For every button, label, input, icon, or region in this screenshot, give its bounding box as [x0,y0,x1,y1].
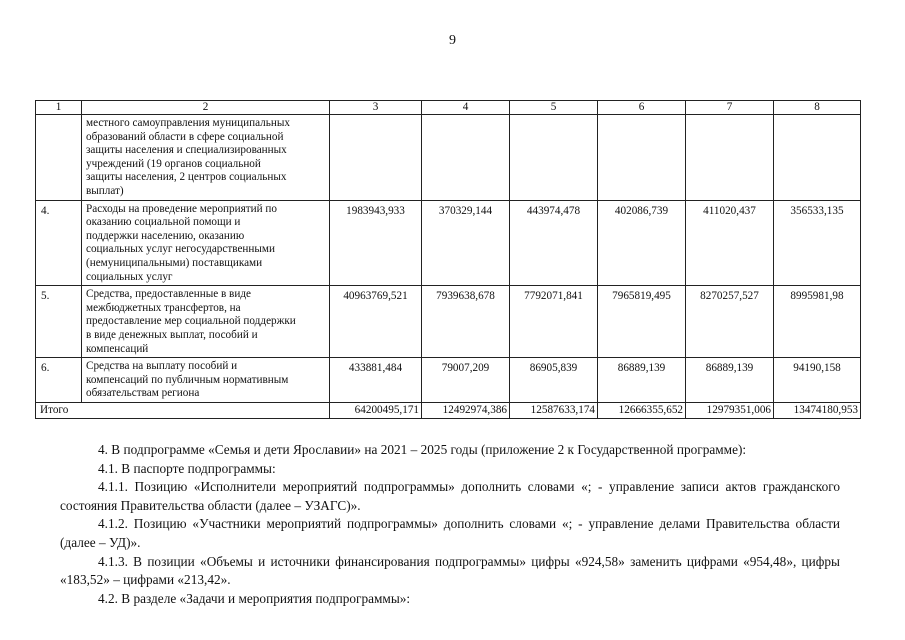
column-header: 4 [422,101,510,115]
table-header-row [36,101,861,115]
value-cell: 433881,484 [330,358,422,403]
value-cell: 356533,135 [774,200,861,286]
paragraph: 4.1.1. Позицию «Исполнители мероприятий подпрограммы» дополнить словами «; - управление записи актов гражданского состояния Правительства области (далее – УЗАГС)». [60,479,840,513]
column-header: 7 [686,101,774,115]
value-cell: 1983943,933 [330,200,422,286]
column-header: 6 [598,101,686,115]
description-line: Расходы на проведение мероприятий по [86,202,277,215]
total-value-cell: 12666355,652 [598,402,686,419]
description-line: предоставление мер социальной поддержки [86,315,296,328]
row-number-cell: 6. [36,358,82,403]
description-line: Средства, предоставленные в виде [86,288,251,301]
description-line: защиты населения, 2 центров социальных [86,171,287,184]
value-cell: 7792071,841 [510,286,598,358]
value-cell: 86889,139 [686,358,774,403]
total-row [36,402,861,419]
description-line: социальных услуг [86,270,173,283]
value-cell: 7965819,495 [598,286,686,358]
column-header: 2 [82,101,330,115]
row-number-cell [36,115,82,201]
row-number-cell: 5. [36,286,82,358]
total-label: Итого [36,402,330,419]
row-description-cell [82,358,330,403]
document-body-text [60,441,840,608]
table-row [36,115,861,201]
description-line: образований области в сфере социальной [86,130,284,143]
description-line: в виде денежных выплат, пособий и [86,328,258,341]
value-cell: 40963769,521 [330,286,422,358]
description-line: выплат) [86,184,124,197]
description-line: учреждений (19 органов социальной [86,157,261,170]
value-cell: 94190,158 [774,358,861,403]
description-line: поддержки населению, оказанию [86,229,245,242]
description-line: оказанию социальной помощи и [86,216,241,229]
value-cell: 443974,478 [510,200,598,286]
paragraph: 4.1.3. В позиции «Объемы и источники финансирования подпрограммы» цифры «924,58» заменить цифрами «954,48», цифры «183,52» – цифрами «213,42». [60,553,840,588]
row-description-cell [82,200,330,286]
description-line: обязательствам региона [86,387,200,400]
paragraph: 4. В подпрограмме «Семья и дети Ярославии» на 2021 – 2025 годы (приложение 2 к Государственной программе): [98,442,747,457]
total-value-cell: 64200495,171 [330,402,422,419]
description-line: Средства на выплату пособий и [86,360,238,373]
paragraph: 4.1.2. Позицию «Участники мероприятий подпрограммы» дополнить словами «; - управление делами Правительства области (далее – УД)». [60,516,840,550]
column-header: 8 [774,101,861,115]
value-cell [330,115,422,201]
value-cell: 86905,839 [510,358,598,403]
value-cell: 7939638,678 [422,286,510,358]
paragraph: 4.1. В паспорте подпрограммы: [98,460,276,476]
value-cell [774,115,861,201]
page-number: 9 [449,33,456,48]
total-value-cell: 12587633,174 [510,402,598,419]
column-header: 3 [330,101,422,115]
row-description-cell [82,286,330,358]
value-cell: 411020,437 [686,200,774,286]
total-value-cell: 12492974,386 [422,402,510,419]
value-cell: 370329,144 [422,200,510,286]
value-cell: 402086,739 [598,200,686,286]
value-cell: 8270257,527 [686,286,774,358]
description-line: защиты населения и специализированных [86,144,287,157]
column-header: 1 [36,101,82,115]
description-line: социальных услуг негосударственными [86,243,275,256]
value-cell: 79007,209 [422,358,510,403]
value-cell [510,115,598,201]
budget-table [35,100,861,419]
value-cell: 8995981,98 [774,286,861,358]
paragraph: 4.2. В разделе «Задачи и мероприятия подпрограммы»: [98,590,411,606]
total-value-cell: 12979351,006 [686,402,774,419]
column-header: 5 [510,101,598,115]
value-cell [686,115,774,201]
table-row [36,200,861,286]
description-line: компенсаций по публичным нормативным [86,373,289,386]
description-line: местного самоуправления муниципальных [86,117,290,129]
value-cell [598,115,686,201]
total-value-cell: 13474180,953 [774,402,861,419]
description-line: компенсаций [86,342,149,355]
value-cell: 86889,139 [598,358,686,403]
description-line: (немуниципальными) поставщиками [86,256,263,269]
row-description-cell [82,115,330,201]
row-number-cell: 4. [36,200,82,286]
table-row [36,358,861,403]
table-row [36,286,861,358]
value-cell [422,115,510,201]
description-line: межбюджетных трансфертов, на [86,301,241,314]
